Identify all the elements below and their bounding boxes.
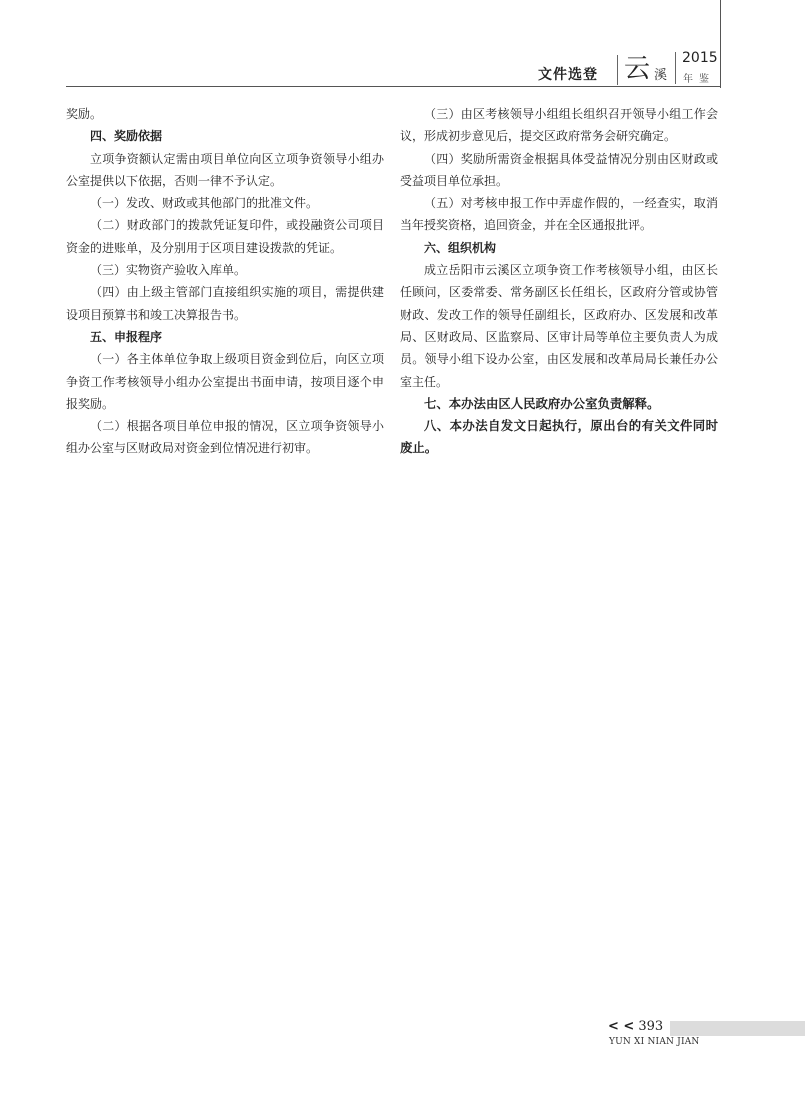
paragraph: 成立岳阳市云溪区立项争资工作考核领导小组，由区长任顾问，区委常委、常务副区长任组长，区政府分管或协管财政、发改工作的领导任副组长，区政府办、区发展和改革局、区财政局、区监察局、区审计局等单位主要负责人为成员。领导小组下设办公室，由区发展和改革局局长兼任办公室主任。 bbox=[400, 263, 718, 389]
section-heading-organization: 六、组织机构 bbox=[424, 240, 497, 255]
yearbook-year: 2015 bbox=[682, 50, 718, 66]
list-item: （一）各主体单位争取上级项目资金到位后，向区立项争资工作考核领导小组办公室提出书面申请，按项目逐个申报奖励。 bbox=[66, 352, 384, 411]
list-item: （四）奖励所需资金根据具体受益情况分别由区财政或受益项目单位承担。 bbox=[400, 151, 718, 188]
footer-running-text: YUN XI NIAN JIAN bbox=[609, 1037, 700, 1047]
footer-bar bbox=[670, 1021, 805, 1036]
list-item: （二）根据各项目单位申报的情况，区立项争资领导小组办公室与区财政局对资金到位情况进行初审。 bbox=[66, 419, 384, 456]
page-number-block bbox=[608, 1019, 663, 1034]
yearbook-brand-char-yun: 云 bbox=[624, 54, 651, 84]
left-column bbox=[66, 103, 384, 460]
section-heading-application-procedure: 五、申报程序 bbox=[90, 329, 163, 344]
page-number: 393 bbox=[638, 1019, 664, 1034]
section-heading-reward-basis: 四、奖励依据 bbox=[90, 129, 163, 144]
header-separator bbox=[617, 55, 618, 85]
double-chevron-left-icon: < < bbox=[608, 1019, 635, 1034]
list-item: （三）实物资产验收入库单。 bbox=[90, 263, 247, 278]
header-separator bbox=[675, 52, 676, 84]
list-item: （三）由区考核领导小组组长组织召开领导小组工作会议，形成初步意见后，提交区政府常务会研究确定。 bbox=[400, 107, 718, 144]
article-interpretation: 七、本办法由区人民政府办公室负责解释。 bbox=[424, 395, 660, 411]
yearbook-label: 年鉴 bbox=[683, 74, 715, 85]
yearbook-brand-char-xi: 溪 bbox=[654, 68, 668, 83]
right-column bbox=[400, 103, 718, 460]
list-item: （四）由上级主管部门直接组织实施的项目，需提供建设项目预算书和竣工决算报告书。 bbox=[66, 285, 384, 322]
section-title: 文件选登 bbox=[538, 67, 598, 83]
paragraph-continuation: 奖励。 bbox=[66, 107, 103, 121]
list-item: （一）发改、财政或其他部门的批准文件。 bbox=[90, 196, 319, 211]
header-horizontal-rule bbox=[66, 86, 721, 87]
list-item: （五）对考核申报工作中弄虚作假的，一经查实，取消当年授奖资格，追回资金，并在全区通报批评。 bbox=[400, 196, 718, 233]
list-item: （二）财政部门的拨款凭证复印件，或投融资公司项目资金的进账单，及分别用于区项目建设拨款的凭证。 bbox=[66, 218, 384, 255]
paragraph: 立项争资额认定需由项目单位向区立项争资领导小组办公室提供以下依据，否则一律不予认定。 bbox=[66, 151, 384, 188]
article-effective-date: 八、本办法自发文日起执行，原出台的有关文件同时废止。 bbox=[400, 418, 718, 456]
header-vertical-rule bbox=[720, 0, 721, 88]
